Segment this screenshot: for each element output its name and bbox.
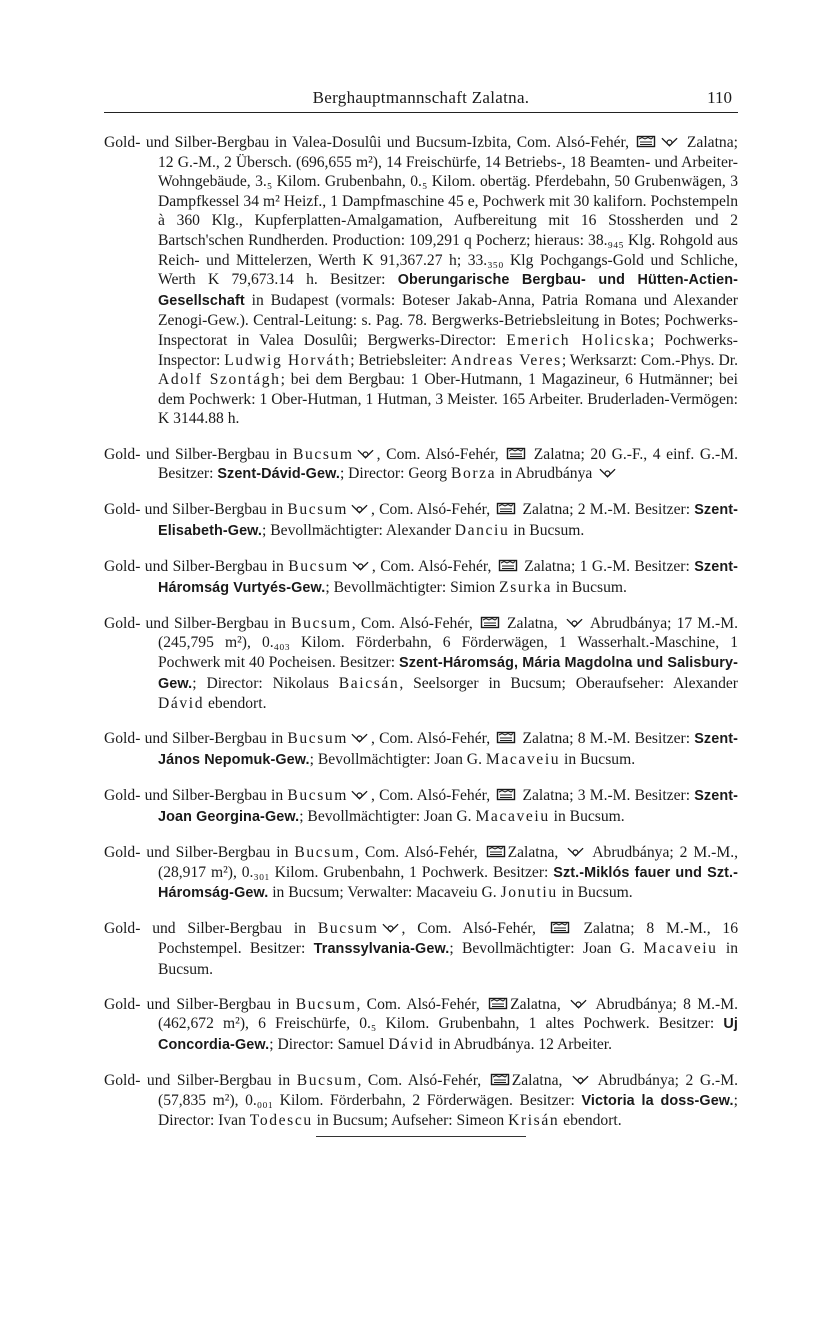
list-item: Gold- und Silber-Bergbau in Bucsum, Com. Alsó-Fehér, Zalatna, Abrudbánya; 2 G.-M. (57,835 m²), 0.₀₀₁ Kilom. Förderbahn, 2 Förderwägen. Besitzer: Victoria la doss-Gew.; Director: Ivan Todescu in Bucsum; Aufseher: Simeon Krisán ebendort. xyxy=(104,1072,738,1130)
list-item: Gold- und Silber-Bergbau in Bucsum , Com. Alsó-Fehér, Zalatna; 20 G.-F., 4 einf. G.-M. Besitzer: Szent-Dávid-Gew.; Director: Georg Borza in Abrudbánya xyxy=(104,445,739,483)
mine-symbol-icon xyxy=(598,467,617,479)
mine-symbol-icon xyxy=(356,448,375,460)
place-name: Bucsum xyxy=(292,445,354,463)
mine-symbol-icon xyxy=(571,1074,590,1086)
place-name: Bucsum xyxy=(296,1072,358,1090)
mine-symbol-icon xyxy=(350,789,369,801)
post-office-icon xyxy=(480,615,500,629)
mine-symbol-icon xyxy=(660,136,679,148)
mine-symbol-icon xyxy=(351,560,370,572)
person-name: Adolf Szontágh xyxy=(158,371,281,389)
person-name: Danciu xyxy=(454,521,510,539)
person-name: Dávid xyxy=(158,695,205,713)
place-name: Bucsum xyxy=(291,614,352,632)
list-item: Gold- und Silber-Bergbau in Bucsum , Com. Alsó-Fehér, Zalatna; 2 M.-M. Besitzer: Szent-Elisabeth-Gew.; Bevollmächtigter: Alexander Danciu in Bucsum. xyxy=(104,501,738,539)
page-number: 110 xyxy=(707,88,732,107)
person-name: Dávid xyxy=(388,1035,435,1053)
person-name: Zsurka xyxy=(499,578,552,596)
place-name: Bucsum xyxy=(295,995,357,1013)
person-name: Ludwig Horváth xyxy=(224,351,351,369)
post-office-icon xyxy=(506,446,526,460)
company-name: Uj Concordia-Gew. xyxy=(158,1016,738,1053)
person-name: Macaveiu xyxy=(475,807,550,825)
company-name: Szent-Joan Georgina-Gew. xyxy=(158,788,738,825)
company-name: Szent-János Nepomuk-Gew. xyxy=(158,731,738,768)
company-name: Szent-Háromság, Mária Magdolna und Salisbury-Gew. xyxy=(158,655,738,692)
post-office-icon xyxy=(486,844,506,858)
list-item: Gold- und Silber-Bergbau in Bucsum , Com. Alsó-Fehér, Zalatna; 1 G.-M. Besitzer: Szent-Háromság Vurtyés-Gew.; Bevollmächtigter: Simion Zsurka in Bucsum. xyxy=(104,558,739,596)
company-name: Victoria la doss-Gew. xyxy=(581,1092,734,1109)
post-office-icon xyxy=(498,558,518,572)
person-name: Andreas Veres xyxy=(450,351,562,369)
company-name: Szt.-Miklós fauer und Szt.-Háromság-Gew. xyxy=(158,864,738,902)
mine-symbol-icon xyxy=(350,503,369,515)
mine-symbol-icon xyxy=(381,922,400,934)
company-name: Szent-Elisabeth-Gew. xyxy=(158,502,738,539)
place-name: Bucsum xyxy=(288,558,349,576)
place-name: Bucsum xyxy=(287,730,349,748)
page-title: Berghauptmannschaft Zalatna. xyxy=(312,88,530,107)
post-office-icon xyxy=(488,996,508,1010)
person-name: Emerich Holicska xyxy=(506,331,651,349)
person-name: Macaveiu xyxy=(485,751,561,768)
post-office-icon xyxy=(496,501,516,515)
post-office-icon xyxy=(490,1072,510,1086)
document-page xyxy=(0,84,830,1318)
company-name: Szent-Háromság Vurtyés-Gew. xyxy=(158,559,739,596)
company-name: Transsylvania-Gew. xyxy=(313,940,450,957)
person-name: Krisán xyxy=(508,1112,560,1130)
person-name: Jonutiu xyxy=(500,884,558,902)
company-name: Oberungarische Bergbau- und Hütten-Actien-Gesellschaft xyxy=(158,272,738,309)
page-header xyxy=(104,84,738,113)
person-name: Macaveiu xyxy=(643,939,718,957)
closing-divider xyxy=(316,1136,526,1137)
person-name: Baicsán xyxy=(338,674,400,692)
company-name: Szent-Dávid-Gew. xyxy=(217,466,340,483)
list-item: Gold- und Silber-Bergbau in Bucsum, Com. Alsó-Fehér, Zalatna, Abrudbánya; 8 M.-M. (462,672 m²), 6 Freischürfe, 0.₅ Kilom. Grubenbahn, 1 altes Pochwerk. Besitzer: Uj Concordia-Gew.; Director: Samuel Dávid in Abrudbánya. 12 Arbeiter. xyxy=(104,995,738,1053)
post-office-icon xyxy=(636,134,656,148)
mine-symbol-icon xyxy=(565,617,584,629)
post-office-icon xyxy=(496,787,516,801)
list-item: Gold- und Silber-Bergbau in Bucsum , Com. Alsó-Fehér, Zalatna; 8 M.-M. Besitzer: Szent-János Nepomuk-Gew.; Bevollmächtigter: Joan G. Macaveiu in Bucsum. xyxy=(104,730,738,768)
list-item: Gold- und Silber-Bergbau in Valea-Dosulûi und Bucsum-Izbita, Com. Alsó-Fehér, Zalatna; 12 G.-M., 2 Übersch. (696,655 m²), 14 Freischürfe, 14 Betriebs-, 18 Beamten- und Arbeiter-Wohngebäude, 3.₅ Kilom. Grubenbahn, 0.₅ Kilom. obertäg. Pferdebahn, 50 Grubenwägen, 3 Dampfkessel 34 m² Heizf., 1 Dampfmaschine 45 e, Pochwerk mit 30 kaliforn. Pochstempeln à 360 Klg., Kupferplatten-Amalgamation, Aufbereitung mit 16 Stossherden und 2 Bartsch'schen Rundherden. Production: 109,291 q Pocherz; hieraus: 38.₉₄₅ Klg. Rohgold aus Reich- und Mittelerzen, Werth K 91,367.27 h; 33.₃₅₀ Klg Pochgangs-Gold und Schliche, Werth K 79,673.14 h. Besitzer: Oberungarische Bergbau- und Hütten-Actien-Gesellschaft in Budapest (vormals: Boteser Jakab-Anna, Patria Romana und Alexander Zenogi-Gew.). Central-Leitung: s. Pag. 78. Bergwerks-Betriebsleitung in Botes; Pochwerks-Inspectorat in Valea Dosulûi; Bergwerks-Director: Emerich Holicska; Pochwerks-Inspector: Ludwig Horváth; Betriebsleiter: Andreas Veres; Werksarzt: Com.-Phys. Dr. Adolf Szontágh; bei dem Bergbau: 1 Ober-Hutmann, 1 Magazineur, 6 Hutmänner; bei dem Pochwerk: 1 Ober-Hutman, 1 Hutman, 3 Meister. 165 Arbeiter. Bruderladen-Vermögen: K 3144.88 h. xyxy=(104,134,738,428)
list-item: Gold- und Silber-Bergbau in Bucsum, Com. Alsó-Fehér, Zalatna, Abrudbánya; 17 M.-M. (245,795 m²), 0.₄₀₃ Kilom. Förderbahn, 6 Förderwägen, 1 Wasserhalt.-Maschine, 1 Pochwerk mit 40 Pocheisen. Besitzer: Szent-Háromság, Mária Magdolna und Salisbury-Gew.; Director: Nikolaus Baicsán, Seelsorger in Bucsum; Oberaufseher: Alexander Dávid ebendort. xyxy=(104,614,739,713)
person-name: Borza xyxy=(450,465,497,483)
list-item: Gold- und Silber-Bergbau in Bucsum , Com. Alsó-Fehér, Zalatna; 8 M.-M., 16 Pochstempel. Besitzer: Transsylvania-Gew.; Bevollmächtigter: Joan G. Macaveiu in Bucsum. xyxy=(104,920,739,978)
entry-list xyxy=(104,133,738,1137)
post-office-icon xyxy=(550,920,570,934)
list-item: Gold- und Silber-Bergbau in Bucsum , Com. Alsó-Fehér, Zalatna; 3 M.-M. Besitzer: Szent-Joan Georgina-Gew.; Bevollmächtigter: Joan G. Macaveiu in Bucsum. xyxy=(104,787,738,825)
person-name: Todescu xyxy=(249,1112,313,1130)
place-name: Bucsum xyxy=(287,501,349,519)
mine-symbol-icon xyxy=(350,732,369,744)
post-office-icon xyxy=(496,730,516,744)
list-item: Gold- und Silber-Bergbau in Bucsum, Com. Alsó-Fehér, Zalatna, Abrudbánya; 2 M.-M., (28,917 m²), 0.₃₀₁ Kilom. Grubenbahn, 1 Pochwerk. Besitzer: Szt.-Miklós fauer und Szt.-Háromság-Gew. in Bucsum; Verwalter: Macaveiu G. Jonutiu in Bucsum. xyxy=(104,843,738,902)
mine-symbol-icon xyxy=(569,998,588,1010)
place-name: Bucsum xyxy=(287,787,349,805)
mine-symbol-icon xyxy=(566,846,585,858)
place-name: Bucsum xyxy=(294,843,356,861)
place-name: Bucsum xyxy=(317,920,379,938)
